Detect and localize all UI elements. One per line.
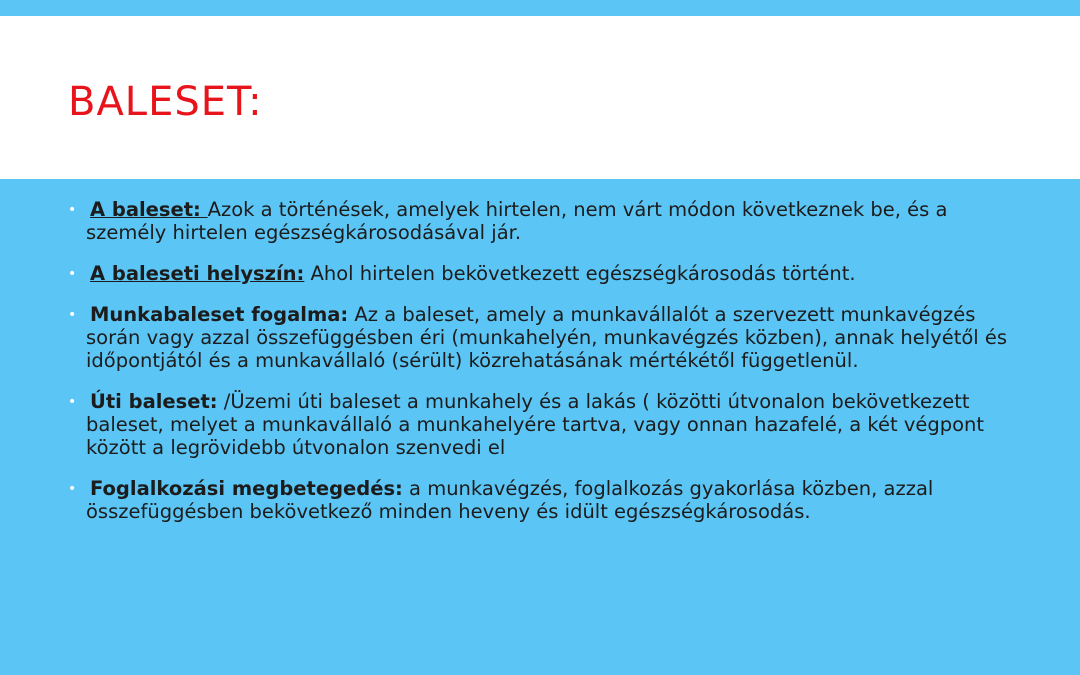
bullet-item-baleset: [66, 198, 1016, 244]
bullet-icon: •: [68, 481, 77, 497]
bullet-icon: •: [68, 202, 77, 218]
term-munkabaleset: Munkabaleset fogalma:: [90, 303, 349, 326]
bullet-item-uti-baleset: [66, 390, 1016, 459]
definition-munkabaleset: Az a baleset, amely a munkavállalót a szervezett munkavégzés során vagy azzal összefüggésben éri (munkahelyén, munkavégzés közben), annak helyétől és időpontjától és a munkavállaló (sérült) közrehatásának mértékétől függetlenül.: [86, 303, 1008, 372]
bullet-item-foglalkozasi-megbetegedes: [66, 477, 1016, 523]
definition-baleset: Azok a történések, amelyek hirtelen, nem várt módon következnek be, és a személy hirtelen egészségkárosodásával jár.: [86, 198, 948, 244]
bullet-icon: •: [68, 307, 77, 323]
term-foglalkozasi-megbetegedes: Foglalkozási megbetegedés:: [90, 477, 403, 500]
slide-title: BALESET:: [68, 79, 263, 125]
bullet-icon: •: [68, 394, 77, 410]
bullet-item-munkabaleset: [66, 303, 1016, 372]
definition-foglalkozasi-megbetegedes: a munkavégzés, foglalkozás gyakorlása közben, azzal összefüggésben bekövetkező minden heveny és idült egészségkárosodás.: [86, 477, 934, 523]
definition-uti-baleset: /Üzemi úti baleset a munkahely és a lakás ( közötti útvonalon bekövetkezett baleset, melyet a munkavállaló a munkahelyére tartva, vagy onnan hazafelé, a két végpont között a legrövidebb útvonalon szenvedi el: [86, 390, 985, 459]
bullet-item-baleseti-helyszin: [66, 262, 1016, 285]
term-uti-baleset: Úti baleset:: [90, 390, 218, 413]
title-band: [0, 16, 1080, 179]
bullet-list: [66, 198, 1016, 541]
term-baleseti-helyszin: A baleseti helyszín:: [90, 262, 305, 285]
definition-baleseti-helyszin: Ahol hirtelen bekövetkezett egészségkárosodás történt.: [304, 262, 856, 285]
bullet-icon: •: [68, 266, 77, 282]
term-baleset: A baleset:: [90, 198, 208, 221]
top-accent-band: [0, 0, 1080, 16]
